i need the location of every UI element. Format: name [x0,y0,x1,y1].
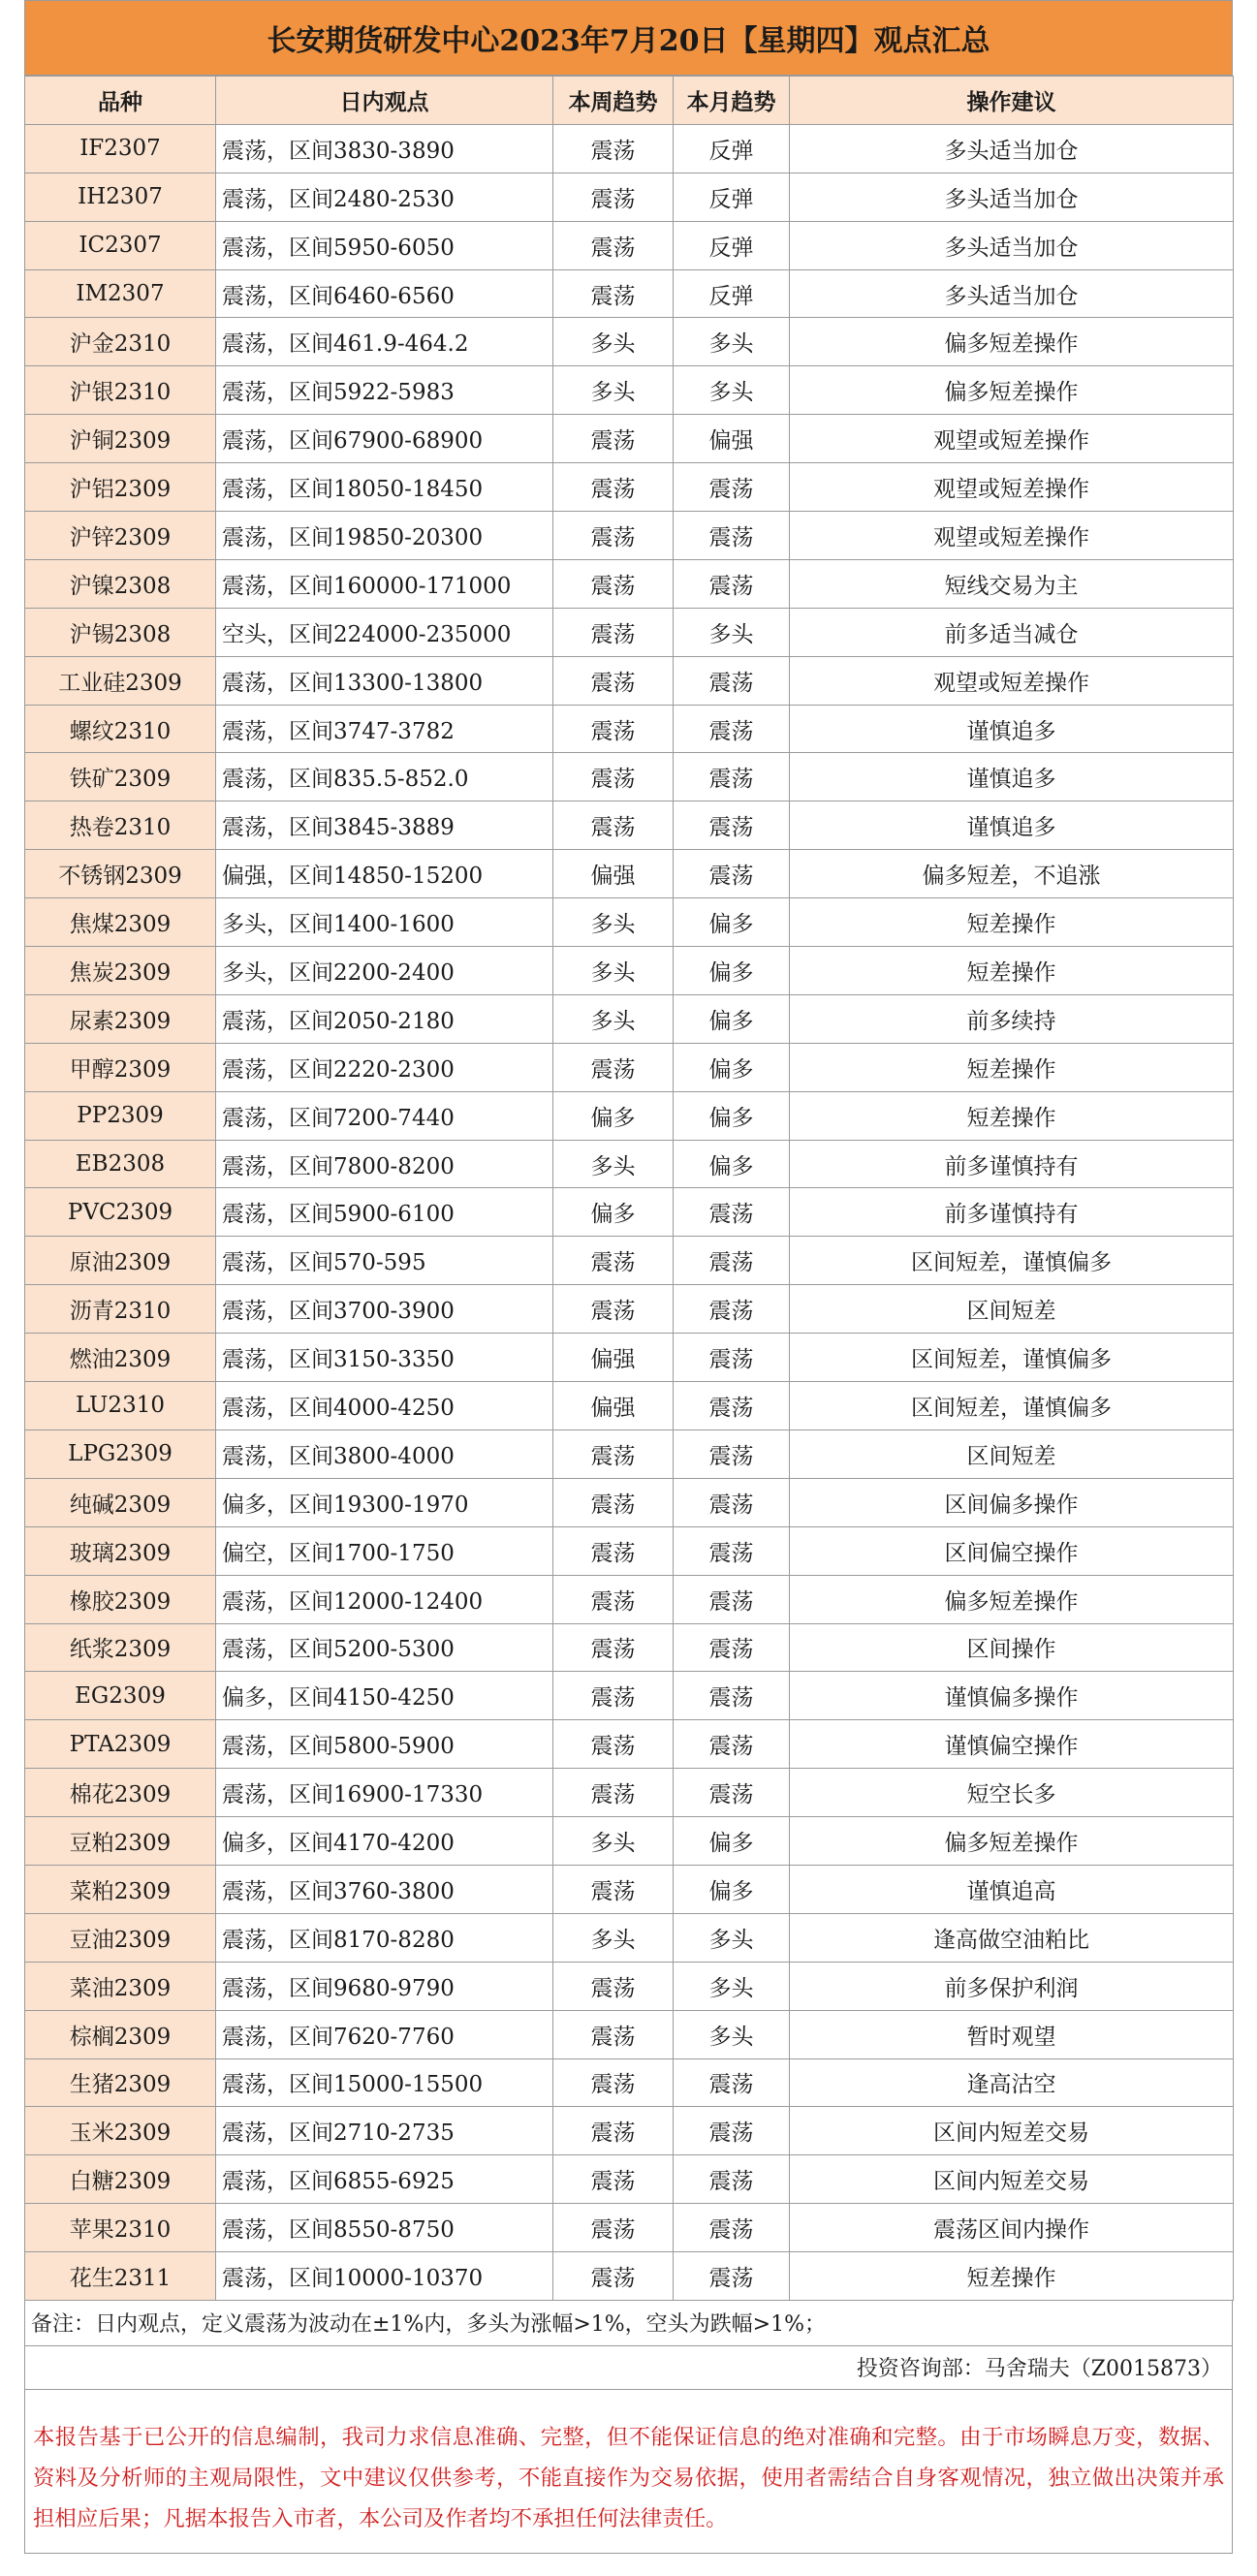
row-monthly-trend: 多头 [674,608,790,656]
row-symbol: 焦煤2309 [25,898,216,947]
table-row [25,1188,1234,1237]
row-monthly-trend: 偏多 [674,1043,790,1091]
row-advice: 谨慎偏多操作 [790,1672,1234,1720]
row-intraday-view: 多头，区间1400-1600 [216,898,553,947]
row-symbol: 工业硅2309 [25,656,216,705]
row-intraday-view: 震荡，区间3150-3350 [216,1334,553,1382]
table-row [25,2252,1234,2301]
table-row [25,1526,1234,1575]
table-row [25,318,1234,366]
table-row [25,1429,1234,1478]
table-row [25,1913,1234,1962]
row-monthly-trend: 震荡 [674,705,790,753]
row-weekly-trend: 震荡 [553,415,674,463]
row-monthly-trend: 多头 [674,366,790,415]
row-advice: 前多保护利润 [790,1962,1234,2010]
row-monthly-trend: 反弹 [674,173,790,221]
table-row [25,1865,1234,1913]
row-monthly-trend: 反弹 [674,221,790,269]
table-row [25,173,1234,221]
row-intraday-view: 震荡，区间3830-3890 [216,124,553,173]
table-row [25,2010,1234,2058]
row-advice: 偏多短差操作 [790,1817,1234,1866]
row-advice: 短差操作 [790,2252,1234,2301]
row-advice: 观望或短差操作 [790,512,1234,560]
row-symbol: 沥青2310 [25,1285,216,1334]
row-weekly-trend: 震荡 [553,173,674,221]
row-weekly-trend: 多头 [553,318,674,366]
row-symbol: 尿素2309 [25,994,216,1043]
row-advice: 多头适当加仓 [790,124,1234,173]
row-monthly-trend: 震荡 [674,2107,790,2155]
table-row [25,2058,1234,2107]
row-intraday-view: 震荡，区间3747-3782 [216,705,553,753]
row-intraday-view: 空头，区间224000-235000 [216,608,553,656]
row-weekly-trend: 震荡 [553,1575,674,1623]
row-intraday-view: 震荡，区间6855-6925 [216,2155,553,2204]
table-row [25,269,1234,318]
table-row [25,1237,1234,1285]
table-row [25,1091,1234,1140]
table-row [25,415,1234,463]
row-advice: 短空长多 [790,1769,1234,1817]
row-symbol: 焦炭2309 [25,947,216,995]
table-row [25,1285,1234,1334]
row-symbol: LPG2309 [25,1429,216,1478]
row-symbol: 沪锌2309 [25,512,216,560]
row-monthly-trend: 震荡 [674,2155,790,2204]
row-monthly-trend: 震荡 [674,1478,790,1526]
row-weekly-trend: 震荡 [553,559,674,608]
row-weekly-trend: 震荡 [553,221,674,269]
row-intraday-view: 偏多，区间4170-4200 [216,1817,553,1866]
table-row [25,1623,1234,1672]
row-symbol: 螺纹2310 [25,705,216,753]
row-advice: 逢高做空油粕比 [790,1913,1234,1962]
row-intraday-view: 震荡，区间15000-15500 [216,2058,553,2107]
table-row [25,559,1234,608]
table-row [25,512,1234,560]
table-row [25,705,1234,753]
row-symbol: PTA2309 [25,1720,216,1769]
row-monthly-trend: 偏多 [674,1817,790,1866]
row-advice: 区间操作 [790,1623,1234,1672]
row-advice: 多头适当加仓 [790,221,1234,269]
row-intraday-view: 震荡，区间2480-2530 [216,173,553,221]
row-symbol: 豆油2309 [25,1913,216,1962]
row-intraday-view: 震荡，区间5922-5983 [216,366,553,415]
row-monthly-trend: 震荡 [674,1623,790,1672]
row-advice: 短差操作 [790,1043,1234,1091]
row-symbol: IM2307 [25,269,216,318]
table-row [25,801,1234,850]
row-weekly-trend: 震荡 [553,608,674,656]
row-intraday-view: 震荡，区间835.5-852.0 [216,753,553,801]
row-advice: 区间短差 [790,1429,1234,1478]
row-intraday-view: 震荡，区间6460-6560 [216,269,553,318]
row-symbol: 棉花2309 [25,1769,216,1817]
row-monthly-trend: 震荡 [674,1769,790,1817]
row-advice: 暂时观望 [790,2010,1234,2058]
row-monthly-trend: 震荡 [674,801,790,850]
row-monthly-trend: 反弹 [674,124,790,173]
table-row [25,947,1234,995]
report-sheet [24,0,1233,2554]
row-monthly-trend: 多头 [674,1913,790,1962]
row-advice: 观望或短差操作 [790,415,1234,463]
row-weekly-trend: 震荡 [553,2155,674,2204]
row-symbol: 沪铜2309 [25,415,216,463]
row-monthly-trend: 偏多 [674,1865,790,1913]
row-advice: 前多谨慎持有 [790,1140,1234,1188]
row-monthly-trend: 震荡 [674,656,790,705]
row-monthly-trend: 震荡 [674,1188,790,1237]
row-intraday-view: 震荡，区间8170-8280 [216,1913,553,1962]
table-row [25,221,1234,269]
row-advice: 短差操作 [790,898,1234,947]
row-symbol: LU2310 [25,1382,216,1430]
row-advice: 谨慎偏空操作 [790,1720,1234,1769]
row-weekly-trend: 偏强 [553,850,674,898]
row-monthly-trend: 震荡 [674,2204,790,2252]
row-monthly-trend: 震荡 [674,850,790,898]
row-weekly-trend: 震荡 [553,801,674,850]
row-intraday-view: 震荡，区间3760-3800 [216,1865,553,1913]
row-weekly-trend: 震荡 [553,2010,674,2058]
row-advice: 偏多短差，不追涨 [790,850,1234,898]
row-intraday-view: 多头，区间2200-2400 [216,947,553,995]
row-symbol: 生猪2309 [25,2058,216,2107]
row-intraday-view: 偏空，区间1700-1750 [216,1526,553,1575]
row-intraday-view: 震荡，区间3845-3889 [216,801,553,850]
row-monthly-trend: 偏多 [674,898,790,947]
row-weekly-trend: 震荡 [553,705,674,753]
row-intraday-view: 震荡，区间13300-13800 [216,656,553,705]
header-row [25,77,1234,125]
row-symbol: 沪锡2308 [25,608,216,656]
table-row [25,656,1234,705]
row-monthly-trend: 震荡 [674,1334,790,1382]
views-table [24,76,1234,2301]
row-symbol: 菜粕2309 [25,1865,216,1913]
table-row [25,1962,1234,2010]
row-monthly-trend: 震荡 [674,1720,790,1769]
row-intraday-view: 震荡，区间5950-6050 [216,221,553,269]
row-monthly-trend: 偏多 [674,1091,790,1140]
row-weekly-trend: 偏强 [553,1334,674,1382]
row-symbol: PP2309 [25,1091,216,1140]
row-monthly-trend: 震荡 [674,1285,790,1334]
row-weekly-trend: 偏强 [553,1382,674,1430]
row-weekly-trend: 震荡 [553,124,674,173]
table-row [25,1382,1234,1430]
row-advice: 震荡区间内操作 [790,2204,1234,2252]
row-weekly-trend: 震荡 [553,1672,674,1720]
row-weekly-trend: 震荡 [553,1720,674,1769]
row-weekly-trend: 震荡 [553,1769,674,1817]
row-advice: 区间偏多操作 [790,1478,1234,1526]
row-advice: 区间内短差交易 [790,2155,1234,2204]
row-symbol: 玻璃2309 [25,1526,216,1575]
row-intraday-view: 震荡，区间570-595 [216,1237,553,1285]
row-advice: 观望或短差操作 [790,656,1234,705]
row-advice: 区间短差，谨慎偏多 [790,1382,1234,1430]
row-monthly-trend: 震荡 [674,512,790,560]
row-weekly-trend: 震荡 [553,512,674,560]
row-advice: 多头适当加仓 [790,269,1234,318]
row-weekly-trend: 震荡 [553,269,674,318]
row-intraday-view: 震荡，区间19850-20300 [216,512,553,560]
row-weekly-trend: 多头 [553,898,674,947]
row-weekly-trend: 震荡 [553,2107,674,2155]
row-advice: 区间短差 [790,1285,1234,1334]
row-intraday-view: 震荡，区间3700-3900 [216,1285,553,1334]
row-advice: 偏多短差操作 [790,1575,1234,1623]
row-weekly-trend: 多头 [553,1913,674,1962]
row-intraday-view: 震荡，区间5900-6100 [216,1188,553,1237]
row-advice: 逢高沽空 [790,2058,1234,2107]
header-advice: 操作建议 [790,77,1234,125]
row-advice: 短差操作 [790,947,1234,995]
row-monthly-trend: 多头 [674,2010,790,2058]
table-row [25,1334,1234,1382]
row-monthly-trend: 震荡 [674,2058,790,2107]
row-advice: 短差操作 [790,1091,1234,1140]
row-intraday-view: 震荡，区间10000-10370 [216,2252,553,2301]
row-advice: 区间内短差交易 [790,2107,1234,2155]
row-weekly-trend: 震荡 [553,1043,674,1091]
table-row [25,994,1234,1043]
row-symbol: EG2309 [25,1672,216,1720]
row-symbol: EB2308 [25,1140,216,1188]
disclaimer: 本报告基于已公开的信息编制，我司力求信息准确、完整，但不能保证信息的绝对准确和完整。由于市场瞬息万变，数据、资料及分析师的主观局限性，文中建议仅供参考，不能直接作为交易依据，使用者需结合自身客观情况，独立做出决策并承担相应后果；凡据本报告入市者，本公司及作者均不承担任何法律责任。 [24,2407,1233,2554]
row-weekly-trend: 多头 [553,947,674,995]
row-symbol: 原油2309 [25,1237,216,1285]
row-advice: 观望或短差操作 [790,463,1234,512]
table-row [25,366,1234,415]
row-intraday-view: 震荡，区间8550-8750 [216,2204,553,2252]
header-weekly-trend: 本周趋势 [553,77,674,125]
row-monthly-trend: 震荡 [674,463,790,512]
row-symbol: 燃油2309 [25,1334,216,1382]
row-advice: 谨慎追多 [790,753,1234,801]
row-weekly-trend: 震荡 [553,1623,674,1672]
spacer [24,2390,1233,2407]
row-intraday-view: 震荡，区间9680-9790 [216,1962,553,2010]
row-intraday-view: 震荡，区间7620-7760 [216,2010,553,2058]
row-monthly-trend: 偏多 [674,947,790,995]
row-symbol: 沪银2310 [25,366,216,415]
row-intraday-view: 震荡，区间2220-2300 [216,1043,553,1091]
row-intraday-view: 震荡，区间2710-2735 [216,2107,553,2155]
row-symbol: 棕榈2309 [25,2010,216,2058]
row-advice: 谨慎追多 [790,705,1234,753]
row-weekly-trend: 震荡 [553,1526,674,1575]
row-symbol: 花生2311 [25,2252,216,2301]
row-intraday-view: 震荡，区间5800-5900 [216,1720,553,1769]
report-title: 长安期货研发中心2023年7月20日【星期四】观点汇总 [24,0,1233,76]
row-symbol: 玉米2309 [25,2107,216,2155]
row-advice: 区间短差，谨慎偏多 [790,1334,1234,1382]
row-symbol: 不锈钢2309 [25,850,216,898]
row-symbol: 纸浆2309 [25,1623,216,1672]
row-intraday-view: 震荡，区间7200-7440 [216,1091,553,1140]
row-weekly-trend: 多头 [553,1817,674,1866]
row-weekly-trend: 震荡 [553,2204,674,2252]
row-advice: 偏多短差操作 [790,318,1234,366]
row-weekly-trend: 多头 [553,994,674,1043]
row-monthly-trend: 多头 [674,318,790,366]
row-symbol: 铁矿2309 [25,753,216,801]
row-intraday-view: 震荡，区间18050-18450 [216,463,553,512]
row-monthly-trend: 震荡 [674,1237,790,1285]
row-intraday-view: 震荡，区间7800-8200 [216,1140,553,1188]
row-weekly-trend: 震荡 [553,1865,674,1913]
row-monthly-trend: 震荡 [674,559,790,608]
table-row [25,1575,1234,1623]
row-advice: 区间短差，谨慎偏多 [790,1237,1234,1285]
footnote: 备注：日内观点，定义震荡为波动在±1%内，多头为涨幅>1%，空头为跌幅>1%； [24,2301,1233,2346]
row-advice: 前多适当减仓 [790,608,1234,656]
row-weekly-trend: 震荡 [553,463,674,512]
row-symbol: 白糖2309 [25,2155,216,2204]
row-symbol: 热卷2310 [25,801,216,850]
header-monthly-trend: 本月趋势 [674,77,790,125]
row-monthly-trend: 多头 [674,1962,790,2010]
row-weekly-trend: 震荡 [553,1237,674,1285]
row-symbol: 苹果2310 [25,2204,216,2252]
row-intraday-view: 震荡，区间160000-171000 [216,559,553,608]
table-row [25,1769,1234,1817]
row-advice: 偏多短差操作 [790,366,1234,415]
row-monthly-trend: 震荡 [674,1526,790,1575]
row-weekly-trend: 震荡 [553,1962,674,2010]
row-weekly-trend: 多头 [553,366,674,415]
row-monthly-trend: 反弹 [674,269,790,318]
row-monthly-trend: 偏多 [674,1140,790,1188]
row-intraday-view: 震荡，区间67900-68900 [216,415,553,463]
row-intraday-view: 震荡，区间4000-4250 [216,1382,553,1430]
row-weekly-trend: 震荡 [553,1285,674,1334]
row-weekly-trend: 震荡 [553,1429,674,1478]
row-symbol: 豆粕2309 [25,1817,216,1866]
row-weekly-trend: 震荡 [553,2058,674,2107]
header-intraday-view: 日内观点 [216,77,553,125]
row-monthly-trend: 震荡 [674,2252,790,2301]
row-intraday-view: 偏强，区间14850-15200 [216,850,553,898]
row-monthly-trend: 震荡 [674,1575,790,1623]
header-symbol: 品种 [25,77,216,125]
row-monthly-trend: 震荡 [674,1382,790,1430]
row-symbol: 菜油2309 [25,1962,216,2010]
row-monthly-trend: 偏多 [674,994,790,1043]
row-weekly-trend: 震荡 [553,1478,674,1526]
row-intraday-view: 偏多，区间4150-4250 [216,1672,553,1720]
row-monthly-trend: 震荡 [674,1672,790,1720]
row-weekly-trend: 偏多 [553,1091,674,1140]
row-weekly-trend: 震荡 [553,753,674,801]
row-symbol: 橡胶2309 [25,1575,216,1623]
row-advice: 短线交易为主 [790,559,1234,608]
table-row [25,124,1234,173]
table-row [25,753,1234,801]
row-symbol: IC2307 [25,221,216,269]
row-monthly-trend: 偏强 [674,415,790,463]
row-symbol: 纯碱2309 [25,1478,216,1526]
table-row [25,1140,1234,1188]
consultant-line: 投资咨询部：马舍瑞夫（Z0015873） [24,2346,1233,2390]
row-advice: 区间偏空操作 [790,1526,1234,1575]
row-symbol: IF2307 [25,124,216,173]
row-advice: 多头适当加仓 [790,173,1234,221]
row-monthly-trend: 震荡 [674,1429,790,1478]
table-row [25,608,1234,656]
row-symbol: PVC2309 [25,1188,216,1237]
row-symbol: 沪金2310 [25,318,216,366]
row-weekly-trend: 偏多 [553,1188,674,1237]
row-symbol: 甲醇2309 [25,1043,216,1091]
table-row [25,1817,1234,1866]
table-row [25,1043,1234,1091]
table-row [25,463,1234,512]
table-row [25,898,1234,947]
table-row [25,1478,1234,1526]
row-symbol: 沪镍2308 [25,559,216,608]
table-row [25,1672,1234,1720]
row-weekly-trend: 多头 [553,1140,674,1188]
table-row [25,850,1234,898]
table-row [25,2155,1234,2204]
row-weekly-trend: 震荡 [553,2252,674,2301]
row-symbol: 沪铝2309 [25,463,216,512]
row-intraday-view: 震荡，区间12000-12400 [216,1575,553,1623]
row-weekly-trend: 震荡 [553,656,674,705]
row-advice: 谨慎追高 [790,1865,1234,1913]
row-monthly-trend: 震荡 [674,753,790,801]
row-advice: 前多续持 [790,994,1234,1043]
table-row [25,2107,1234,2155]
table-body [25,124,1234,2300]
row-intraday-view: 震荡，区间3800-4000 [216,1429,553,1478]
row-advice: 谨慎追多 [790,801,1234,850]
table-row [25,1720,1234,1769]
table-row [25,2204,1234,2252]
row-intraday-view: 震荡，区间461.9-464.2 [216,318,553,366]
row-intraday-view: 震荡，区间16900-17330 [216,1769,553,1817]
row-symbol: IH2307 [25,173,216,221]
row-intraday-view: 震荡，区间2050-2180 [216,994,553,1043]
row-intraday-view: 偏多，区间19300-1970 [216,1478,553,1526]
row-intraday-view: 震荡，区间5200-5300 [216,1623,553,1672]
row-advice: 前多谨慎持有 [790,1188,1234,1237]
